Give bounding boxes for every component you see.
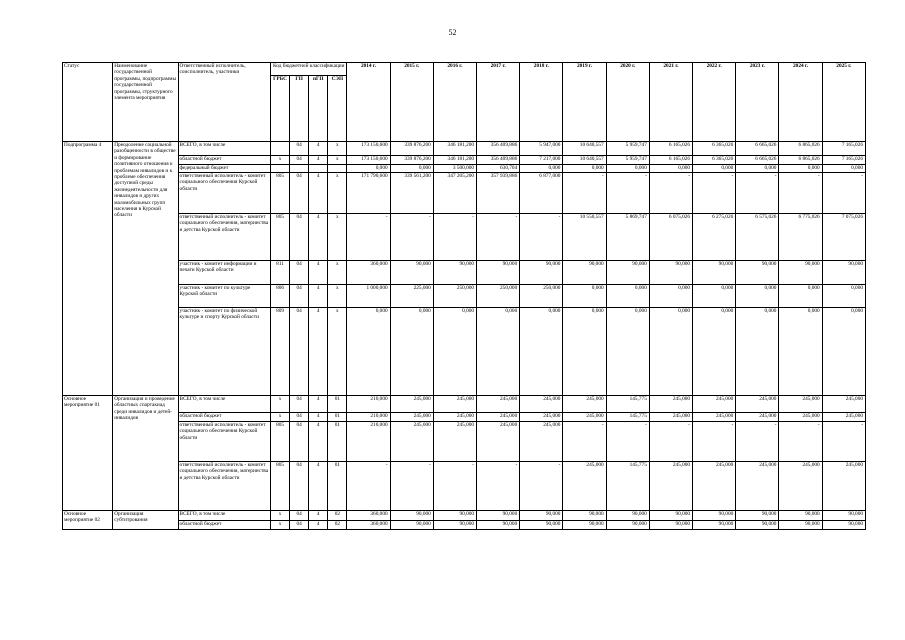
year-value-cell: 0,000 (347, 308, 390, 396)
row-label: ВСЕГО, в том числе (178, 396, 270, 413)
year-value-cell: 6 877,000 (520, 173, 563, 214)
year-value-cell: - (520, 214, 563, 261)
header-year: 2014 г. (347, 63, 390, 142)
year-value-cell: 90,000 (520, 261, 563, 285)
code-gp: 04 (290, 142, 309, 156)
year-value-cell: 245,000 (563, 396, 606, 413)
code-grbs: х (271, 511, 290, 521)
year-value-cell: 5 959,747 (606, 142, 649, 156)
year-value-cell: - (347, 214, 390, 261)
year-value-cell: 245,000 (736, 396, 779, 413)
code-pgp: 4 (309, 173, 328, 214)
code-grbs: 809 (271, 308, 290, 396)
year-value-cell: 1 000,000 (347, 285, 390, 308)
year-value-cell: - (649, 173, 692, 214)
table-row (63, 142, 866, 156)
year-value-cell: - (606, 173, 649, 214)
code-pgp: 4 (309, 308, 328, 396)
year-value-cell: 210,000 (347, 413, 390, 422)
year-value-cell: - (520, 462, 563, 511)
year-value-cell: - (822, 173, 865, 214)
header-year: 2021 г. (649, 63, 692, 142)
row-label: ответственный исполнитель - комитет социального обеспечения Курской области (178, 173, 270, 214)
year-value-cell: 90,000 (693, 261, 736, 285)
year-value-cell: 225,000 (390, 285, 433, 308)
row-label: областной бюджет (178, 413, 270, 422)
code-sep: х (328, 308, 347, 396)
year-value-cell: 245,000 (649, 462, 692, 511)
section-name: Преодоление социальной разобщенности в обществе и формирование позитивного отношения к проблемам инвалидов и к проблеме обеспечения доступной среды жизнедеятельности для инвалидов и других маломобильных групп населения в Курской области (113, 142, 178, 396)
row-label: федеральный бюджет (178, 165, 270, 173)
table-row (63, 511, 866, 521)
year-value-cell: 90,000 (520, 511, 563, 521)
year-value-cell: - (347, 462, 390, 511)
table-row (63, 214, 866, 261)
year-value-cell: 245,000 (520, 413, 563, 422)
header-year: 2023 г. (736, 63, 779, 142)
year-value-cell: 210,000 (347, 396, 390, 413)
year-value-cell: 90,000 (649, 521, 692, 530)
year-value-cell: 90,000 (606, 521, 649, 530)
year-value-cell: 6 865,026 (779, 142, 822, 156)
year-value-cell: 90,000 (649, 511, 692, 521)
row-label: областной бюджет (178, 521, 270, 530)
year-value-cell: - (693, 422, 736, 462)
year-value-cell: 356 409,886 (477, 142, 520, 156)
table-row (63, 165, 866, 173)
code-sep: 02 (328, 511, 347, 521)
year-value-cell: 90,000 (822, 261, 865, 285)
year-value-cell: 171 790,600 (347, 173, 390, 214)
year-value-cell: 90,000 (822, 511, 865, 521)
year-value-cell: 347 205,200 (433, 173, 476, 214)
code-pgp: 4 (309, 511, 328, 521)
header-sep: СЭП (328, 76, 347, 142)
year-value-cell: 245,000 (390, 396, 433, 413)
year-value-cell: 245,000 (649, 413, 692, 422)
year-value-cell: 245,000 (390, 422, 433, 462)
year-value-cell: 0,000 (606, 165, 649, 173)
year-value-cell: 0,000 (693, 285, 736, 308)
year-value-cell: 0,000 (563, 285, 606, 308)
code-sep: х (328, 142, 347, 156)
code-grbs: х (271, 156, 290, 165)
year-value-cell: 90,000 (390, 521, 433, 530)
code-gp: 04 (290, 261, 309, 285)
year-value-cell: 245,000 (563, 413, 606, 422)
code-sep: 01 (328, 396, 347, 413)
row-label: ответственный исполнитель - комитет социального обеспечения, материнства и детства Курской области (178, 462, 270, 511)
year-value-cell: 0,000 (736, 285, 779, 308)
year-value-cell: 0,000 (649, 308, 692, 396)
year-value-cell: 90,000 (433, 521, 476, 530)
year-value-cell: 245,000 (563, 462, 606, 511)
section-status: Подпрограмма 4 (63, 142, 113, 396)
row-label: ответственный исполнитель - комитет социального обеспечения, материнства и детства Курской области (178, 214, 270, 261)
code-gp: 04 (290, 422, 309, 462)
code-grbs (271, 165, 290, 173)
budget-table (62, 62, 866, 530)
table-row (63, 173, 866, 214)
year-value-cell: 0,000 (390, 308, 433, 396)
year-value-cell: 245,000 (693, 462, 736, 511)
code-grbs: х (271, 521, 290, 530)
header-responsible: Ответственный исполнитель, соисполнитель, участники (178, 63, 270, 142)
year-value-cell: 145,775 (606, 413, 649, 422)
page-number: 52 (448, 28, 457, 37)
year-value-cell: 7 217,000 (520, 156, 563, 165)
year-value-cell: 145,775 (606, 462, 649, 511)
year-value-cell: 346 181,200 (433, 156, 476, 165)
header-row-1 (63, 63, 866, 76)
year-value-cell: 5 947,000 (520, 142, 563, 156)
year-value-cell: - (477, 462, 520, 511)
year-value-cell: 10 640,557 (563, 142, 606, 156)
code-pgp: 4 (309, 462, 328, 511)
year-value-cell: 0,000 (779, 285, 822, 308)
code-pgp: 4 (309, 285, 328, 308)
year-value-cell: 210,000 (347, 422, 390, 462)
code-grbs: 805 (271, 422, 290, 462)
year-value-cell: 5 959,747 (606, 156, 649, 165)
year-value-cell: 0,000 (563, 308, 606, 396)
code-grbs: х (271, 413, 290, 422)
code-gp: 04 (290, 214, 309, 261)
code-pgp: 4 (309, 156, 328, 165)
year-value-cell: 90,000 (779, 261, 822, 285)
year-value-cell: 6 665,026 (736, 156, 779, 165)
code-sep: х (328, 173, 347, 214)
header-budget-code: Код бюджетной классификации (271, 63, 347, 76)
section-name: Организация субтитрования (113, 511, 178, 530)
year-value-cell: 250,000 (477, 285, 520, 308)
year-value-cell: 6 575,026 (736, 214, 779, 261)
code-gp: 04 (290, 396, 309, 413)
year-value-cell: - (433, 214, 476, 261)
year-value-cell: 6 075,026 (649, 214, 692, 261)
year-value-cell: 630,704 (477, 165, 520, 173)
year-value-cell: 90,000 (693, 511, 736, 521)
year-value-cell: - (649, 422, 692, 462)
year-value-cell: 5 869,747 (606, 214, 649, 261)
year-value-cell: 346 181,200 (433, 142, 476, 156)
code-pgp: 4 (309, 142, 328, 156)
code-gp: 04 (290, 413, 309, 422)
year-value-cell: 90,000 (779, 511, 822, 521)
year-value-cell: - (563, 173, 606, 214)
year-value-cell: - (779, 422, 822, 462)
row-label: областной бюджет (178, 156, 270, 165)
header-gp: ГП (290, 76, 309, 142)
table-row (63, 413, 866, 422)
year-value-cell: 90,000 (563, 511, 606, 521)
year-value-cell: 7 165,026 (822, 156, 865, 165)
year-value-cell: 245,000 (433, 422, 476, 462)
year-value-cell: 356 409,886 (477, 156, 520, 165)
code-gp: 04 (290, 521, 309, 530)
header-year: 2022 г. (693, 63, 736, 142)
year-value-cell: 0,000 (693, 165, 736, 173)
year-value-cell: 0,000 (822, 165, 865, 173)
code-gp: 04 (290, 173, 309, 214)
section-status: Основное мероприятие 02 (63, 511, 113, 530)
code-grbs: х (271, 396, 290, 413)
code-grbs: 811 (271, 261, 290, 285)
year-value-cell: - (390, 462, 433, 511)
year-value-cell: 90,000 (477, 521, 520, 530)
year-value-cell: - (606, 422, 649, 462)
code-pgp: 4 (309, 396, 328, 413)
year-value-cell: 0,000 (520, 308, 563, 396)
row-label: ответственный исполнитель - комитет социального обеспечения Курской области (178, 422, 270, 462)
year-value-cell: 7 075,026 (822, 214, 865, 261)
code-gp: 04 (290, 462, 309, 511)
year-value-cell: 90,000 (433, 511, 476, 521)
table-row (63, 462, 866, 511)
code-grbs (271, 142, 290, 156)
code-sep (328, 165, 347, 173)
year-value-cell: 245,000 (477, 396, 520, 413)
year-value-cell: 0,000 (390, 165, 433, 173)
year-value-cell: 245,000 (693, 413, 736, 422)
code-sep: 01 (328, 413, 347, 422)
year-value-cell: 6 275,026 (693, 214, 736, 261)
year-value-cell: 90,000 (520, 521, 563, 530)
code-pgp (309, 165, 328, 173)
code-pgp: 4 (309, 214, 328, 261)
year-value-cell: 245,000 (693, 396, 736, 413)
year-value-cell: 90,000 (736, 511, 779, 521)
code-sep: 02 (328, 521, 347, 530)
year-value-cell: - (822, 422, 865, 462)
year-value-cell: 245,000 (779, 413, 822, 422)
code-pgp: 4 (309, 413, 328, 422)
code-sep: 01 (328, 422, 347, 462)
year-value-cell: 245,000 (520, 422, 563, 462)
year-value-cell: 6 365,026 (693, 156, 736, 165)
row-label: ВСЕГО, в том числе (178, 142, 270, 156)
header-year: 2015 г. (390, 63, 433, 142)
code-gp: 04 (290, 308, 309, 396)
year-value-cell: 0,000 (822, 285, 865, 308)
year-value-cell: 360,000 (347, 511, 390, 521)
code-sep: х (328, 156, 347, 165)
year-value-cell: 0,000 (693, 308, 736, 396)
year-value-cell: 90,000 (779, 521, 822, 530)
code-gp: 04 (290, 156, 309, 165)
row-label: участник - комитет по культуре Курской области (178, 285, 270, 308)
year-value-cell: 90,000 (563, 261, 606, 285)
year-value-cell: 360,000 (347, 521, 390, 530)
code-sep: х (328, 261, 347, 285)
year-value-cell: - (563, 422, 606, 462)
header-year: 2019 г. (563, 63, 606, 142)
code-grbs: 805 (271, 173, 290, 214)
year-value-cell: 245,000 (433, 413, 476, 422)
year-value-cell: 90,000 (390, 511, 433, 521)
table-row (63, 521, 866, 530)
year-value-cell: - (477, 214, 520, 261)
section-name: Организация и проведение областных спартакиад среди инвалидов и детей-инвалидов (113, 396, 178, 511)
code-pgp: 4 (309, 521, 328, 530)
year-value-cell: 6 865,026 (779, 156, 822, 165)
year-value-cell: 90,000 (606, 511, 649, 521)
code-pgp: 4 (309, 261, 328, 285)
year-value-cell: - (779, 173, 822, 214)
section-status: Основное мероприятие 01 (63, 396, 113, 511)
row-label: участник - комитет по физической культуре и спорту Курской области (178, 308, 270, 396)
year-value-cell: 0,000 (606, 285, 649, 308)
table-row (63, 261, 866, 285)
year-value-cell: 0,000 (563, 165, 606, 173)
year-value-cell: 0,000 (822, 308, 865, 396)
year-value-cell: 245,000 (736, 413, 779, 422)
code-gp: 04 (290, 285, 309, 308)
year-value-cell: 0,000 (736, 308, 779, 396)
year-value-cell: 0,000 (779, 165, 822, 173)
year-value-cell: 0,000 (433, 308, 476, 396)
year-value-cell: 173 150,600 (347, 142, 390, 156)
table-row (63, 156, 866, 165)
year-value-cell: - (390, 214, 433, 261)
year-value-cell: 245,000 (649, 396, 692, 413)
header-pgp: пГП (309, 76, 328, 142)
code-gp: 04 (290, 511, 309, 521)
year-value-cell: 245,000 (822, 413, 865, 422)
header-year: 2018 г. (520, 63, 563, 142)
year-value-cell: 245,000 (779, 462, 822, 511)
year-value-cell: 0,000 (649, 165, 692, 173)
year-value-cell: 339 876,200 (390, 142, 433, 156)
year-value-cell: 90,000 (693, 521, 736, 530)
year-value-cell: 0,000 (520, 165, 563, 173)
year-value-cell: 250,000 (433, 285, 476, 308)
code-sep: х (328, 285, 347, 308)
code-grbs: 805 (271, 462, 290, 511)
year-value-cell: 3 500,000 (433, 165, 476, 173)
year-value-cell: 245,000 (822, 396, 865, 413)
header-year: 2025 г. (822, 63, 865, 142)
year-value-cell: 90,000 (477, 511, 520, 521)
code-grbs: 805 (271, 214, 290, 261)
header-status: Статус (63, 63, 113, 142)
year-value-cell: 250,000 (520, 285, 563, 308)
year-value-cell: - (693, 173, 736, 214)
year-value-cell: 6 165,026 (649, 156, 692, 165)
header-year: 2017 г. (477, 63, 520, 142)
year-value-cell: 357 939,886 (477, 173, 520, 214)
year-value-cell: 0,000 (347, 165, 390, 173)
year-value-cell: 10 640,557 (563, 156, 606, 165)
year-value-cell: 90,000 (477, 261, 520, 285)
year-value-cell: 245,000 (390, 413, 433, 422)
year-value-cell: 6 665,026 (736, 142, 779, 156)
year-value-cell: 90,000 (649, 261, 692, 285)
year-value-cell: 245,000 (520, 396, 563, 413)
header-name: Наименование государственной программы, подпрограммы государственной программы, структурного элемента мероприятия (113, 63, 178, 142)
year-value-cell: 6 365,026 (693, 142, 736, 156)
year-value-cell: - (736, 173, 779, 214)
year-value-cell: 90,000 (606, 261, 649, 285)
year-value-cell: - (736, 422, 779, 462)
header-grbs: ГРБС (271, 76, 290, 142)
year-value-cell: 0,000 (736, 165, 779, 173)
year-value-cell: 90,000 (822, 521, 865, 530)
year-value-cell: 145,775 (606, 396, 649, 413)
table-row (63, 422, 866, 462)
year-value-cell: 173 150,600 (347, 156, 390, 165)
year-value-cell: 0,000 (477, 308, 520, 396)
year-value-cell: 6 775,026 (779, 214, 822, 261)
year-value-cell: 7 165,026 (822, 142, 865, 156)
year-value-cell: 245,000 (822, 462, 865, 511)
table-row (63, 396, 866, 413)
year-value-cell: 0,000 (606, 308, 649, 396)
year-value-cell: 245,000 (736, 462, 779, 511)
year-value-cell: 90,000 (736, 521, 779, 530)
year-value-cell: 90,000 (563, 521, 606, 530)
row-label: участник - комитет информации и печати Курской области (178, 261, 270, 285)
year-value-cell: 90,000 (390, 261, 433, 285)
year-value-cell: 245,000 (433, 396, 476, 413)
year-value-cell: 10 550,557 (563, 214, 606, 261)
code-sep: 01 (328, 462, 347, 511)
year-value-cell: 0,000 (649, 285, 692, 308)
table-row (63, 308, 866, 396)
table-row (63, 285, 866, 308)
year-value-cell: 360,000 (347, 261, 390, 285)
code-grbs: 806 (271, 285, 290, 308)
year-value-cell: 0,000 (779, 308, 822, 396)
header-year: 2024 г. (779, 63, 822, 142)
year-value-cell: - (433, 462, 476, 511)
year-value-cell: 90,000 (433, 261, 476, 285)
code-sep: х (328, 214, 347, 261)
row-label: ВСЕГО, в том числе (178, 511, 270, 521)
header-year: 2016 г. (433, 63, 476, 142)
year-value-cell: 90,000 (736, 261, 779, 285)
code-pgp: 4 (309, 422, 328, 462)
year-value-cell: 6 165,026 (649, 142, 692, 156)
code-gp (290, 165, 309, 173)
year-value-cell: 245,000 (477, 422, 520, 462)
year-value-cell: 339 876,200 (390, 156, 433, 165)
header-year: 2020 г. (606, 63, 649, 142)
year-value-cell: 245,000 (779, 396, 822, 413)
year-value-cell: 339 561,200 (390, 173, 433, 214)
year-value-cell: 245,000 (477, 413, 520, 422)
